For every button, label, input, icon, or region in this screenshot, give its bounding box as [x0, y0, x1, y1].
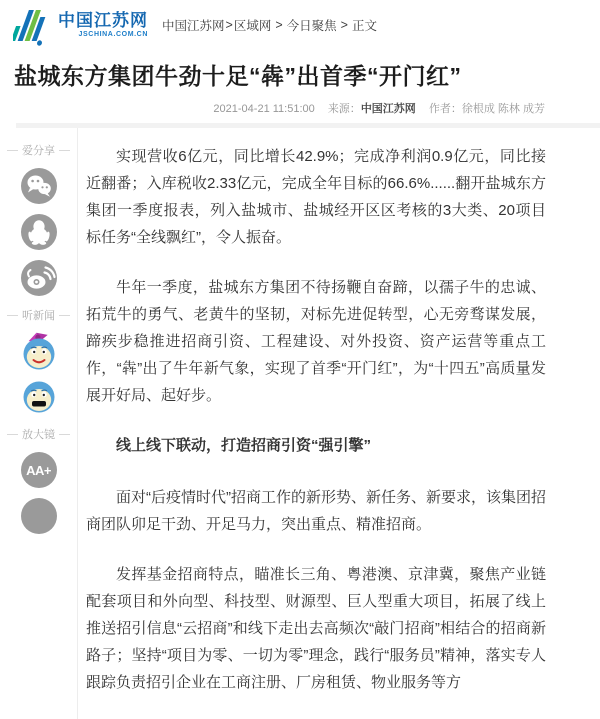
font-increase-label: AA+: [26, 462, 51, 478]
author-names: 徐根成 陈林 成芳: [461, 103, 545, 115]
logo-domain: JSCHINA.COM.CN: [78, 31, 148, 38]
breadcrumb-separator: >: [225, 18, 233, 32]
share-qq-button[interactable]: [21, 214, 57, 250]
wechat-icon: [21, 168, 57, 204]
article-meta: [0, 100, 545, 116]
article-subheading: 线上线下联动，打造招商引资“强引擎”: [116, 437, 372, 454]
publish-datetime: 2021-04-21 11:51:00: [213, 103, 315, 115]
listen-play-button[interactable]: [19, 331, 59, 371]
logo-title: 中国江苏网: [58, 11, 148, 30]
listen-stop-mascot-icon: [19, 404, 59, 421]
article-paragraph: 实现营收6亿元，同比增长42.9%；完成净利润0.9亿元，同比接近翻番；入库税收2.33亿元，完成全年目标的66.6%......翻开盐城东方集团一季度报表，列入盐城市、盐城经开区区考核的3大类、20项目标任务“全线飘红”，令人振奋。: [86, 148, 546, 246]
author-label: 作者：: [428, 103, 462, 115]
breadcrumb-current: 正文: [351, 19, 377, 33]
breadcrumb-home[interactable]: 中国江苏网: [162, 19, 225, 33]
article-body: [78, 128, 600, 719]
breadcrumb-today-focus[interactable]: 今日聚焦: [286, 19, 337, 33]
font-decrease-button[interactable]: [21, 498, 57, 534]
weibo-icon: [21, 260, 57, 296]
article-title: 盐城东方集团牛劲十足“犇”出首季“开门红”: [14, 63, 462, 89]
share-sidebar: [0, 128, 78, 719]
source-label: 来源：: [327, 103, 361, 115]
jschina-logo-icon: [13, 7, 53, 47]
source-name: 中国江苏网: [360, 103, 416, 115]
listen-play-mascot-icon: [19, 358, 59, 375]
site-header: [0, 0, 600, 48]
font-increase-button[interactable]: [21, 452, 57, 488]
article-paragraph: 面对“后疫情时代”招商工作的新形势、新任务、新要求，该集团招商团队卯足干劲、开足马力，突出重点、精准招商。: [86, 489, 546, 533]
main-content: [0, 128, 600, 719]
qq-icon: [21, 214, 57, 250]
share-section-label: 爱分享: [3, 142, 74, 158]
listen-section-label: 听新闻: [3, 307, 74, 323]
breadcrumb-region[interactable]: 区域网: [233, 19, 272, 33]
listen-stop-button[interactable]: [19, 377, 59, 417]
share-weibo-button[interactable]: [21, 260, 57, 296]
site-logo[interactable]: [13, 7, 148, 47]
breadcrumb-separator: >: [275, 18, 283, 32]
breadcrumb: [162, 16, 377, 34]
article-paragraph: 发挥基金招商特点，瞄准长三角、粤港澳、京津冀，聚焦产业链配套项目和外向型、科技型、财源型、巨人型重大项目，拓展了线上推送招引信息“云招商”和线下走出去高频次“敲门招商”相结合的招商新路子；坚持“项目为零、一切为零”理念，践行“服务员”精神，落实专人跟踪负责招引企业在工商注册、厂房租赁、物业服务等方: [86, 566, 546, 691]
magnify-section-label: 放大镜: [3, 426, 74, 442]
article-paragraph: 牛年一季度，盐城东方集团不待扬鞭自奋蹄，以孺子牛的忠诚、拓荒牛的勇气、老黄牛的坚韧，对标先进促转型，心无旁骛谋发展，蹄疾步稳推进招商引资、工程建设、对外投资、资产运营等重点工作，“犇”出了牛年新气象，实现了首季“开门红”，为“十四五”高质量发展开好局、起好步。: [86, 279, 546, 404]
breadcrumb-separator: >: [340, 18, 348, 32]
share-wechat-button[interactable]: [21, 168, 57, 204]
